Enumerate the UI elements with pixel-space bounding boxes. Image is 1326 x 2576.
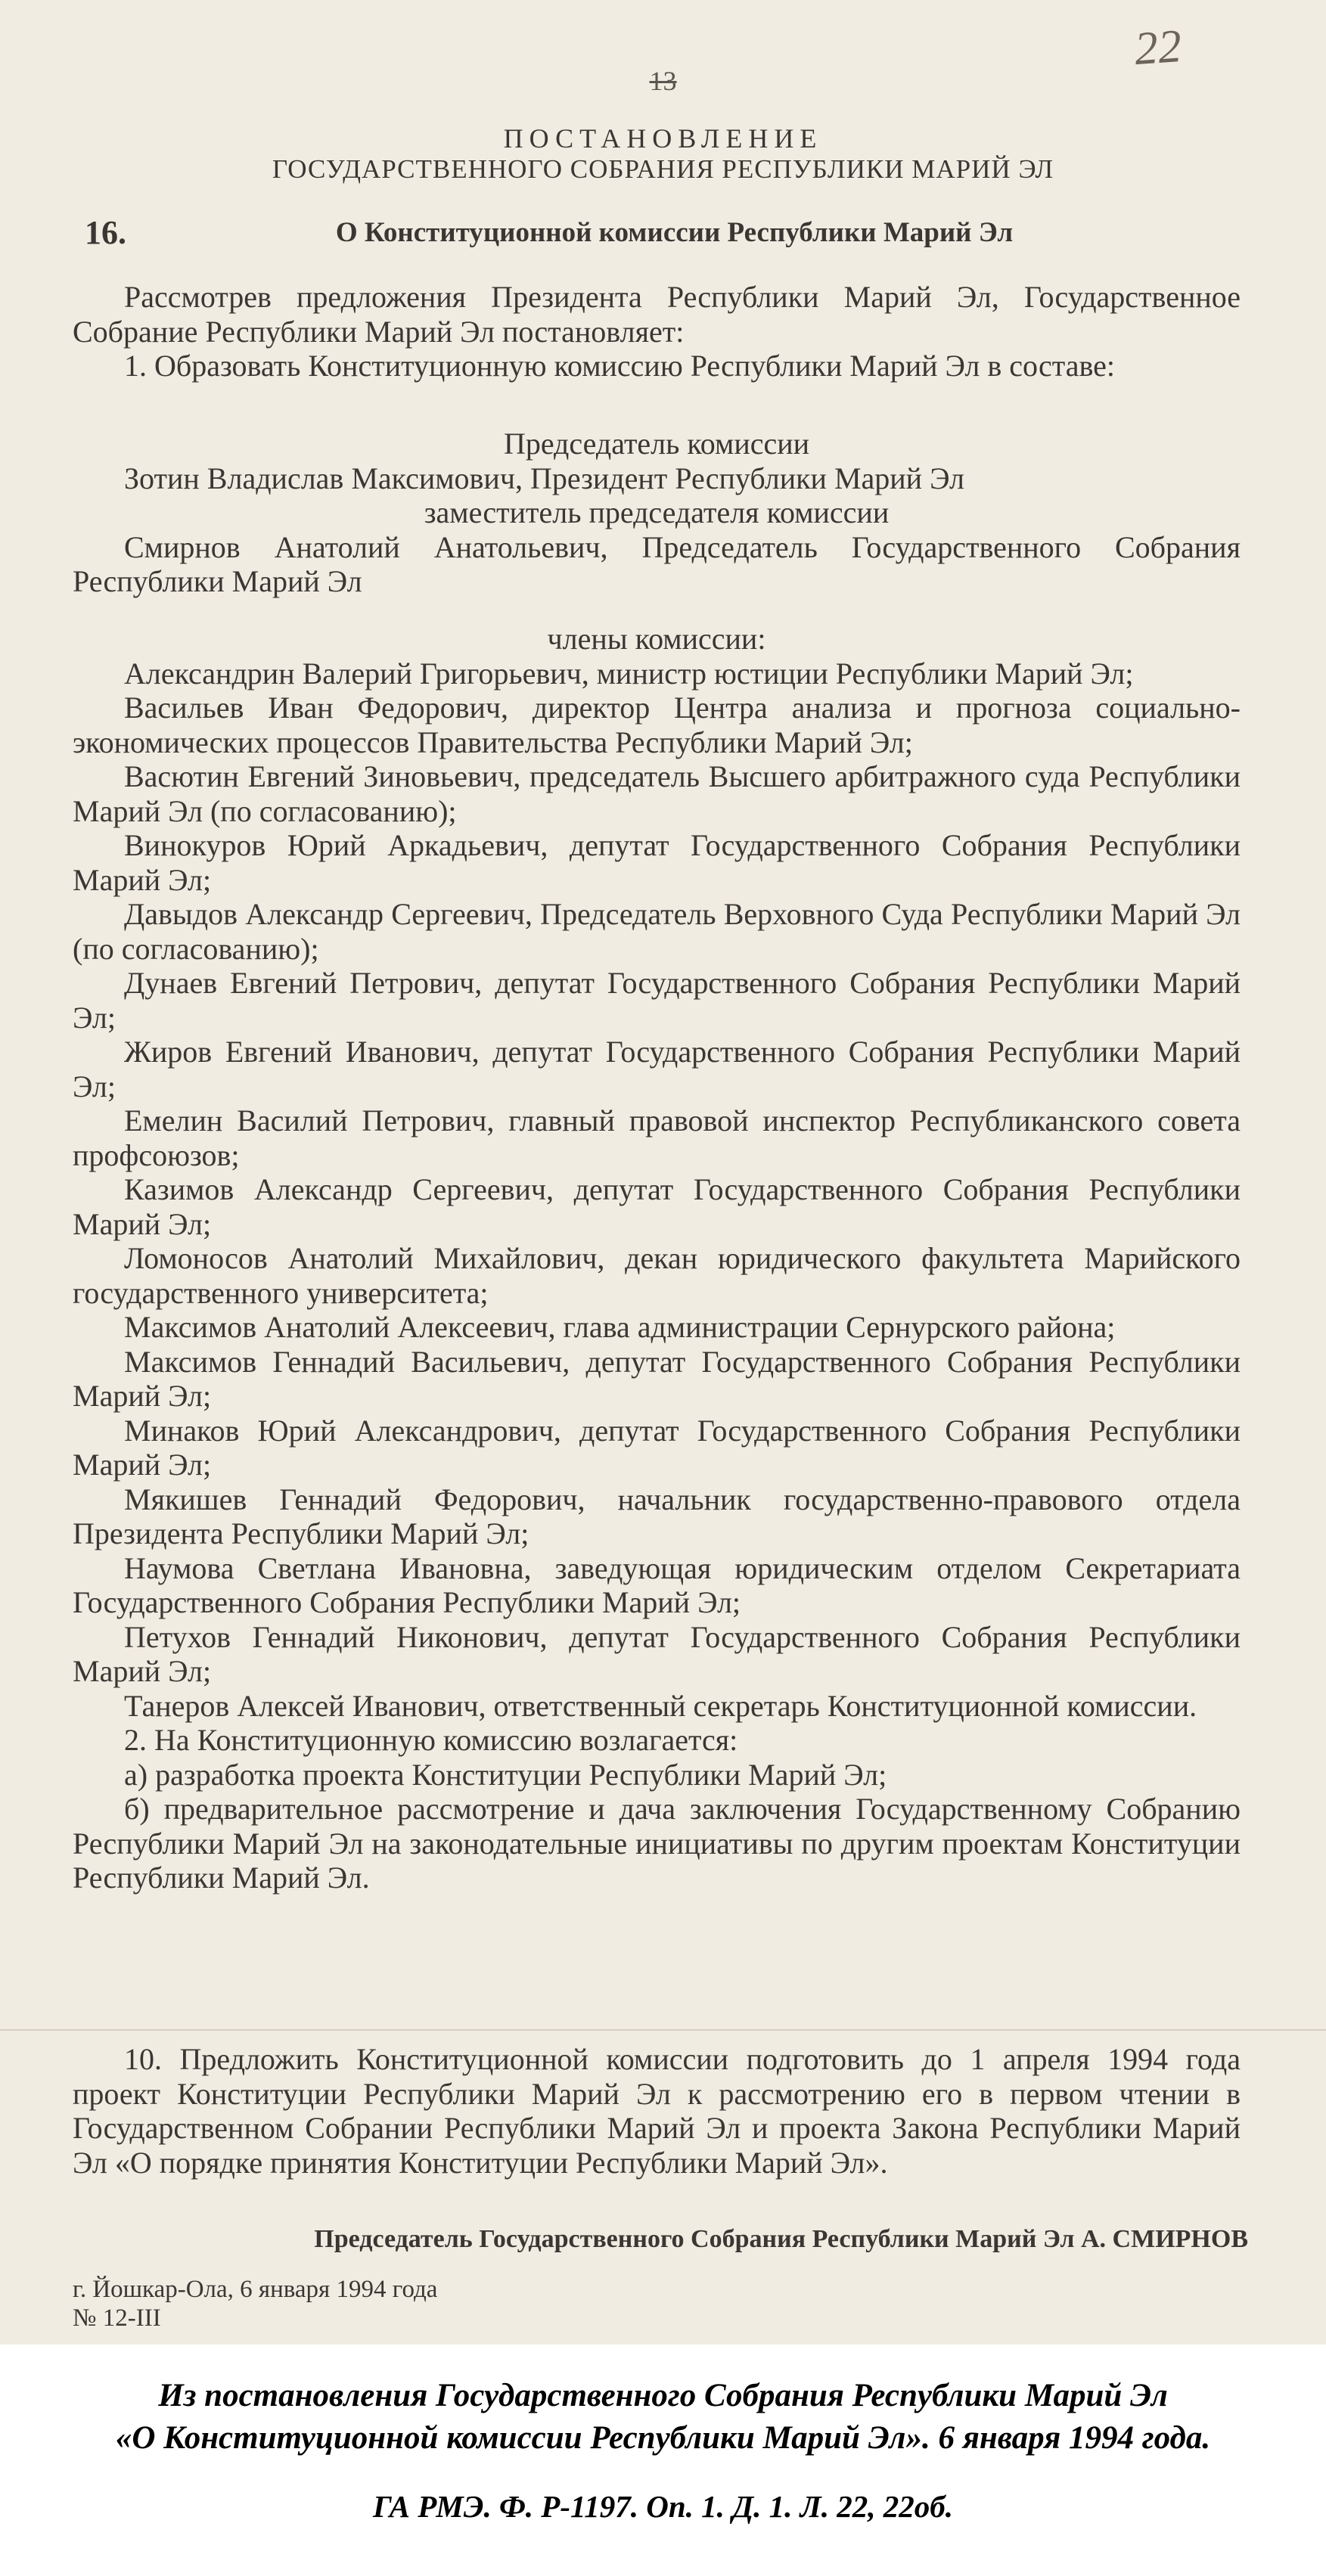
resolution-number: № 12-III bbox=[73, 2304, 161, 2332]
member-entry: Винокуров Юрий Аркадьевич, депутат Государственного Собрания Республики Марий Эл; bbox=[73, 828, 1241, 897]
signature-line: Председатель Государственного Собрания Республики Марий Эл А. СМИРНОВ bbox=[314, 2225, 1248, 2253]
members-section bbox=[73, 622, 1241, 1895]
member-entry: Емелин Василий Петрович, главный правовой инспектор Республиканского совета профсоюзов; bbox=[73, 1103, 1241, 1172]
item-1-paragraph: 1. Образовать Конституционную комиссию Республики Марий Эл в составе: bbox=[124, 349, 1115, 383]
caption-line-2: «О Конституционной комиссии Республики Марий Эл». 6 января 1994 года. bbox=[115, 2420, 1211, 2456]
members-label: члены комиссии: bbox=[547, 622, 766, 656]
member-entry: Жиров Евгений Иванович, депутат Государственного Собрания Республики Марий Эл; bbox=[73, 1035, 1241, 1103]
member-entry: Васильев Иван Федорович, директор Центра анализа и прогноза социально-экономических процессов Правительства Республики Марий Эл; bbox=[73, 691, 1241, 759]
member-entry: Танеров Алексей Иванович, ответственный секретарь Конституционной комиссии. bbox=[124, 1688, 1197, 1723]
archive-source-reference: ГА РМЭ. Ф. Р-1197. Оп. 1. Д. 1. Л. 22, 22об. bbox=[373, 2489, 953, 2524]
member-entry: Васютин Евгений Зиновьевич, председатель Высшего арбитражного суда Республики Марий Эл (по согласованию); bbox=[73, 759, 1241, 828]
member-entry: Александрин Валерий Григорьевич, министр юстиции Республики Марий Эл; bbox=[124, 656, 1134, 691]
member-entry: Дунаев Евгений Петрович, депутат Государственного Собрания Республики Марий Эл; bbox=[73, 966, 1241, 1035]
document-subtitle: О Конституционной комиссии Республики Марий Эл bbox=[335, 217, 1014, 248]
item-10-section bbox=[73, 2042, 1241, 2180]
member-entry: Наумова Светлана Ивановна, заведующая юридическим отделом Секретариата Государственного Собрания Республики Марий Эл; bbox=[73, 1550, 1241, 1619]
resolution-body-top bbox=[73, 280, 1241, 383]
page-join-divider bbox=[0, 2029, 1326, 2031]
item-2-paragraph: 2. На Конституционную комиссию возлагается: bbox=[124, 1723, 738, 1757]
member-entry: Петухов Геннадий Никонович, депутат Государственного Собрания Республики Марий Эл; bbox=[73, 1619, 1241, 1688]
member-entry: Давыдов Александр Сергеевич, Председатель Верховного Суда Республики Марий Эл (по согласованию); bbox=[73, 897, 1241, 966]
item-10-paragraph: 10. Предложить Конституционной комиссии подготовить до 1 апреля 1994 года проект Конституции Республики Марий Эл к рассмотрению его в первом чтении в Государственном Собрании Республики Марий Эл и проекта Закона Республики Марий Эл «О порядке принятия Конституции Республики Марий Эл». bbox=[73, 2042, 1241, 2180]
deputy-label: заместитель председателя комиссии bbox=[424, 495, 890, 529]
issuing-body-heading: ГОСУДАРСТВЕННОГО СОБРАНИЯ РЕСПУБЛИКИ МАРИЙ ЭЛ bbox=[272, 154, 1054, 184]
member-entry: Максимов Геннадий Васильевич, депутат Государственного Собрания Республики Марий Эл; bbox=[73, 1344, 1241, 1413]
crossed-page-number: 13 bbox=[649, 66, 677, 96]
member-entry: Максимов Анатолий Алексеевич, глава администрации Сернурского района; bbox=[124, 1310, 1116, 1344]
document-number: 16. bbox=[85, 214, 126, 251]
chair-label: Председатель комиссии bbox=[503, 427, 810, 461]
caption-line-1: Из постановления Государственного Собрания Республики Марий Эл bbox=[158, 2378, 1168, 2413]
chair-section bbox=[73, 427, 1241, 599]
place-date: г. Йошкар-Ола, 6 января 1994 года bbox=[73, 2276, 438, 2303]
chair-entry: Зотин Владислав Максимович, Президент Республики Марий Эл bbox=[124, 461, 964, 495]
item-2a-paragraph: а) разработка проекта Конституции Республики Марий Эл; bbox=[124, 1757, 887, 1792]
member-entry: Казимов Александр Сергеевич, депутат Государственного Собрания Республики Марий Эл; bbox=[73, 1172, 1241, 1241]
member-entry: Ломоносов Анатолий Михайлович, декан юридического факультета Марийского государственного университета; bbox=[73, 1241, 1241, 1310]
item-2b-paragraph: б) предварительное рассмотрение и дача заключения Государственному Собранию Республики Марий Эл на законодательные инициативы по другим проектам Конституции Республики Марий Эл. bbox=[73, 1792, 1241, 1895]
figure-caption bbox=[0, 2375, 1326, 2460]
deputy-entry: Смирнов Анатолий Анатольевич, Председатель Государственного Собрания Республики Марий Эл bbox=[73, 529, 1241, 598]
archive-page-number: 22 bbox=[1132, 20, 1184, 76]
place-and-number bbox=[73, 2275, 437, 2332]
member-entry: Минаков Юрий Александрович, депутат Государственного Собрания Республики Марий Эл; bbox=[73, 1413, 1241, 1482]
document-type-heading: ПОСТАНОВЛЕНИЕ bbox=[503, 123, 823, 154]
intro-paragraph: Рассмотрев предложения Президента Республики Марий Эл, Государственное Собрание Республики Марий Эл постановляет: bbox=[73, 280, 1241, 349]
member-entry: Мякишев Геннадий Федорович, начальник государственно-правового отдела Президента Республики Марий Эл; bbox=[73, 1482, 1241, 1550]
